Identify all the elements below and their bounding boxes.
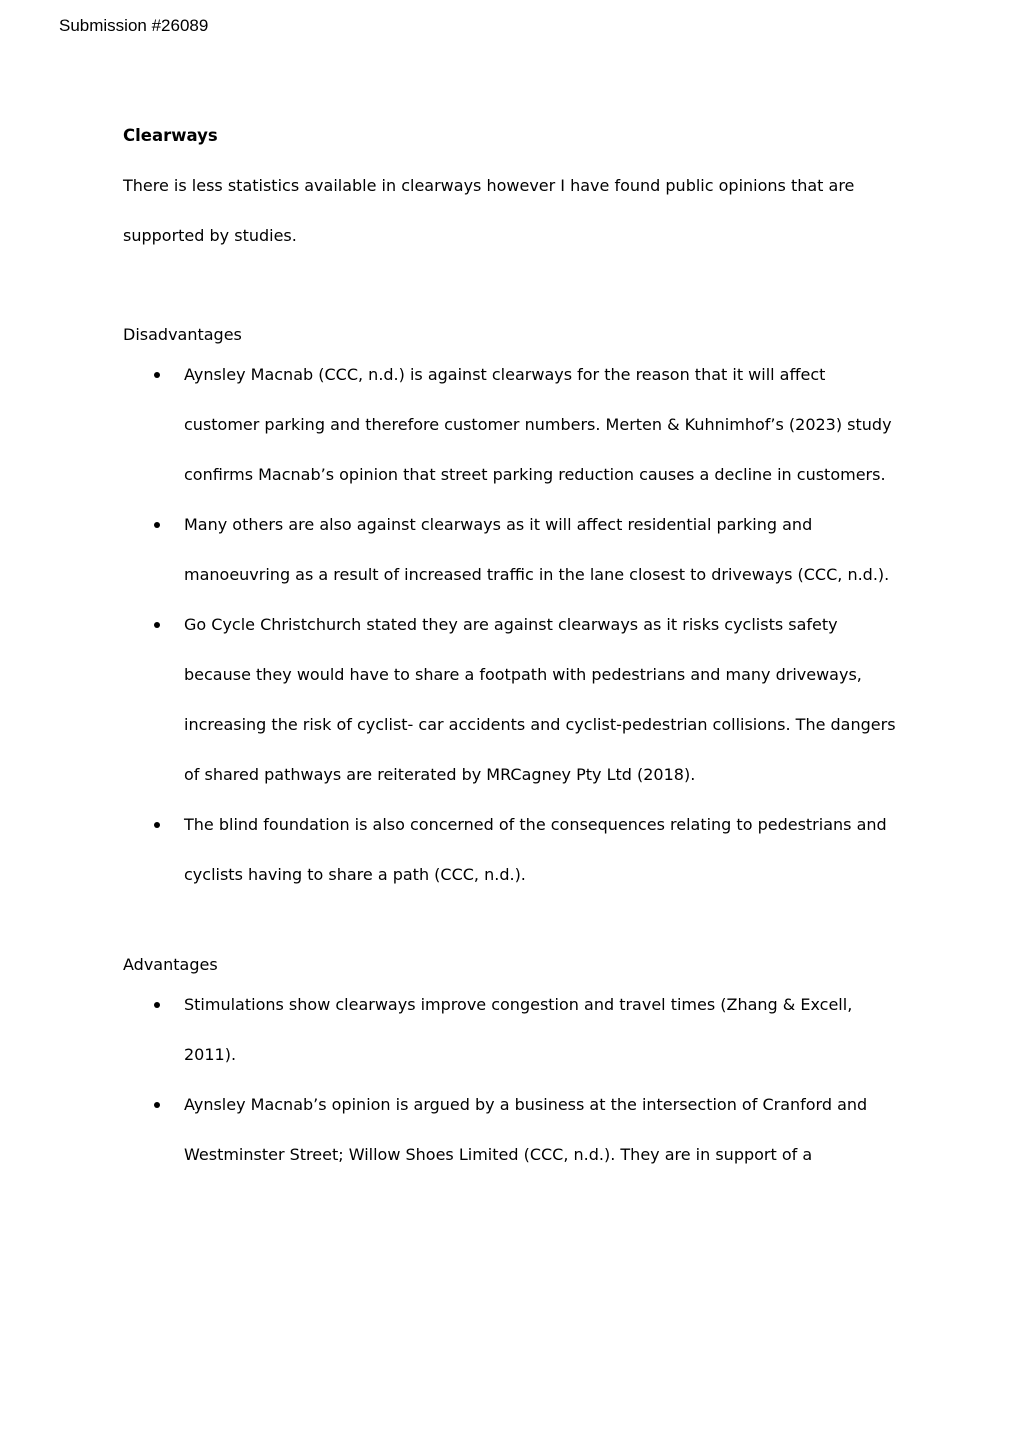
list-item-text: Many others are also against clearways as it will affect residential parking and manoeuvring as a result of increased traffic in the lane closest to driveways (CCC, n.d.). [184,515,890,584]
advantages-list [123,980,913,1180]
list-item-text: Stimulations show clearways improve congestion and travel times (Zhang & Excell, 2011). [184,995,853,1064]
intro-paragraph: There is less statistics available in clearways however I have found public opinions that are supported by studies. [123,176,855,245]
disadvantages-list [123,350,913,900]
list-item [123,800,913,900]
spacer [123,261,913,320]
list-item-text: Aynsley Macnab (CCC, n.d.) is against clearways for the reason that it will affect customer parking and therefore customer numbers. Merten & Kuhnimhof’s (2023) study confirms Macnab’s opinion that street parking reduction causes a decline in customers. [184,365,892,484]
list-item [123,600,913,800]
submission-header: Submission #26089 [59,16,209,35]
document-body [123,121,913,1180]
list-item [123,500,913,600]
list-item-text: Aynsley Macnab’s opinion is argued by a business at the intersection of Cranford and Westminster Street; Willow Shoes Limited (CCC, n.d.). They are in support of a [184,1095,868,1164]
list-item [123,980,913,1080]
bullet-icon [154,622,160,628]
bullet-icon [154,822,160,828]
bullet-icon [154,1002,160,1008]
bullet-icon [154,372,160,378]
list-item-text: The blind foundation is also concerned of the consequences relating to pedestrians and cyclists having to share a path (CCC, n.d.). [184,815,887,884]
bullet-icon [154,522,160,528]
section-title: Clearways [123,126,218,145]
bullet-icon [154,1102,160,1108]
list-item-text: Go Cycle Christchurch stated they are against clearways as it risks cyclists safety because they would have to share a footpath with pedestrians and many driveways, increasing the risk of cyclist- car accidents and cyclist-pedestrian collisions. The dangers of shared pathways are reiterated by MRCagney Pty Ltd (2018). [184,615,896,784]
list-item [123,1080,913,1180]
disadvantages-heading: Disadvantages [123,325,242,344]
advantages-heading: Advantages [123,955,218,974]
list-item [123,350,913,500]
spacer [123,900,913,950]
